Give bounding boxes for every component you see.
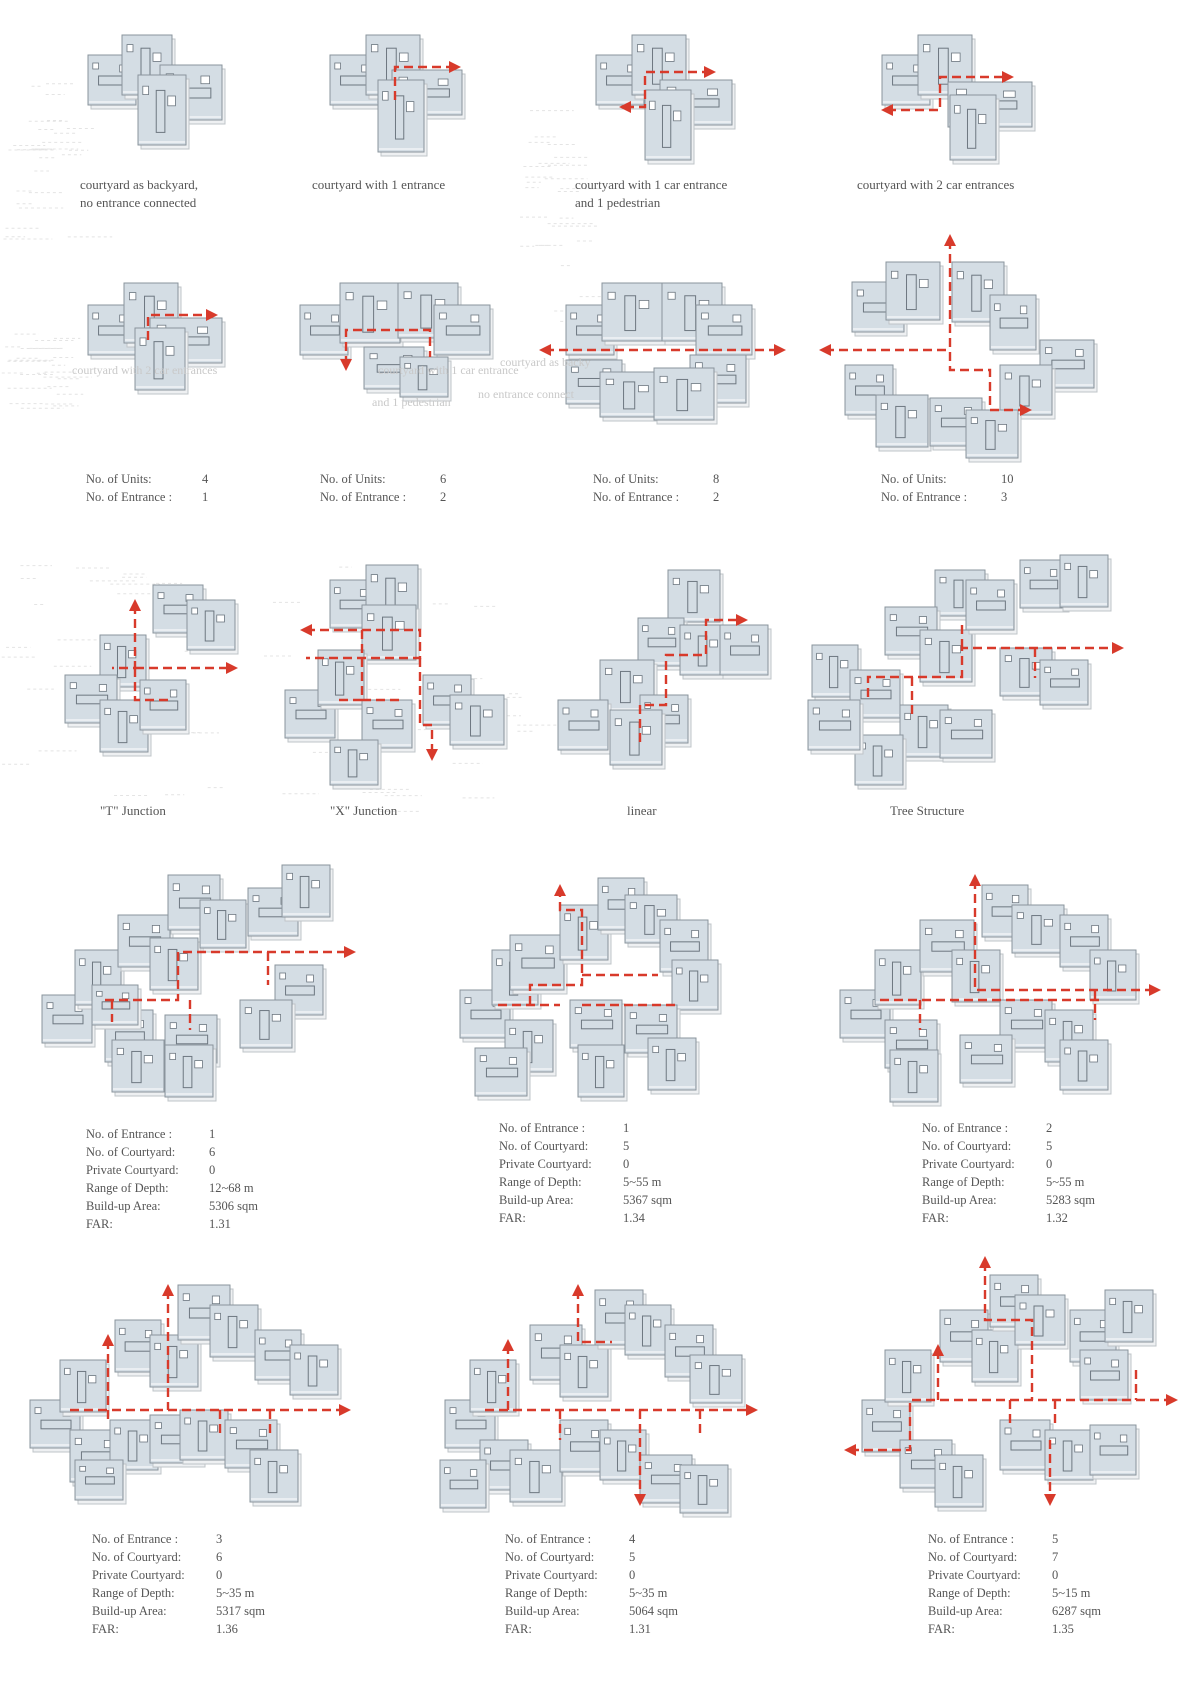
- cluster-stats-4: No. of Entrance : 3 No. of Courtyard: 6 Private Courtyard: 0 Range of Depth: 5~35 m Build-up Area: 5317 sqm FAR: 1.36: [92, 1532, 265, 1636]
- housing-unit: [150, 938, 201, 994]
- housing-unit: [720, 625, 771, 679]
- housing-unit: [240, 1000, 295, 1052]
- housing-unit: [165, 1045, 216, 1101]
- housing-unit: [935, 1455, 986, 1511]
- housing-unit: [1015, 1295, 1068, 1349]
- housing-unit: [434, 305, 493, 359]
- housing-unit: [960, 1035, 1015, 1087]
- housing-unit: [940, 710, 995, 762]
- housing-unit: [1060, 555, 1111, 611]
- ghost-caption-e: no entrance connect: [478, 387, 574, 401]
- housing-unit: [470, 1360, 519, 1416]
- units-stats-4: No. of Units: 10 No. of Entrance : 3: [881, 472, 1014, 504]
- housing-unit: [282, 865, 333, 921]
- housing-unit: [1105, 1290, 1156, 1346]
- housing-unit: [690, 1355, 745, 1407]
- housing-unit: [808, 700, 863, 754]
- caption-two-car-entrances: courtyard with 2 car entrances: [857, 177, 1015, 192]
- cluster-stats-1: No. of Entrance : 1 No. of Courtyard: 6 Private Courtyard: 0 Range of Depth: 12~68 m Build-up Area: 5306 sqm FAR: 1.31: [86, 1127, 258, 1231]
- housing-unit: [1090, 1425, 1139, 1479]
- ghost-caption-c: courtyard as backy: [500, 355, 591, 369]
- units-stats-1: No. of Units: 4 No. of Entrance : 1: [86, 472, 209, 504]
- housing-unit: [654, 368, 717, 424]
- housing-unit: [886, 262, 943, 324]
- housing-unit: [966, 580, 1017, 634]
- housing-unit: [75, 1460, 126, 1504]
- housing-unit: [560, 1345, 611, 1401]
- cluster-stats-2: No. of Entrance : 1 No. of Courtyard: 5 Private Courtyard: 0 Range of Depth: 5~55 m Build-up Area: 5367 sqm FAR: 1.34: [499, 1121, 672, 1225]
- housing-unit: [135, 328, 188, 394]
- housing-unit: [510, 1450, 565, 1506]
- caption-x-junction: "X" Junction: [330, 803, 398, 818]
- housing-unit: [250, 1450, 301, 1506]
- housing-unit: [990, 295, 1039, 354]
- housing-unit: [1012, 905, 1067, 957]
- cluster-stats-3: No. of Entrance : 2 No. of Courtyard: 5 Private Courtyard: 0 Range of Depth: 5~55 m Build-up Area: 5283 sqm FAR: 1.32: [922, 1121, 1095, 1225]
- ghost-caption-b: courtyard with 1 car entrance: [378, 363, 519, 377]
- housing-unit: [440, 1460, 489, 1512]
- housing-unit: [180, 1410, 231, 1464]
- caption-tree-structure: Tree Structure: [890, 803, 965, 818]
- housing-unit: [602, 283, 665, 345]
- housing-unit: [200, 900, 249, 952]
- housing-unit: [92, 985, 141, 1029]
- housing-unit: [210, 1305, 261, 1361]
- caption-t-junction: "T" Junction: [100, 803, 166, 818]
- housing-unit: [672, 960, 721, 1014]
- housing-unit: [952, 950, 1003, 1006]
- housing-unit: [187, 600, 238, 654]
- cluster-stats-5: No. of Entrance : 4 No. of Courtyard: 5 Private Courtyard: 0 Range of Depth: 5~35 m Build-up Area: 5064 sqm FAR: 1.31: [505, 1532, 678, 1636]
- housing-unit: [138, 75, 189, 149]
- housing-unit: [648, 1038, 699, 1094]
- housing-unit: [140, 680, 189, 734]
- housing-unit: [330, 740, 381, 789]
- housing-unit: [645, 90, 694, 164]
- housing-unit: [885, 1350, 934, 1406]
- housing-unit: [362, 605, 419, 664]
- housing-unit: [680, 1465, 731, 1517]
- housing-unit: [1040, 660, 1091, 709]
- caption-car-and-pedestrian: courtyard with 1 car entrance and 1 pedestrian: [575, 177, 728, 210]
- housing-unit: [1060, 1040, 1111, 1094]
- housing-unit: [450, 695, 507, 749]
- ghost-caption-d: and 1 pedestrian: [372, 395, 451, 409]
- housing-unit: [610, 710, 665, 769]
- housing-unit: [966, 410, 1021, 462]
- housing-unit: [475, 1048, 530, 1100]
- caption-one-entrance: courtyard with 1 entrance: [312, 177, 446, 192]
- ghost-caption-a: courtyard with 2 car entrances: [72, 363, 218, 377]
- caption-backyard: courtyard as backyard, no entrance connected: [80, 177, 199, 210]
- housing-unit: [1045, 1430, 1096, 1484]
- housing-unit: [290, 1345, 341, 1399]
- caption-linear: linear: [627, 803, 657, 818]
- housing-unit: [876, 395, 931, 451]
- housing-unit: [890, 1050, 941, 1106]
- housing-unit: [1080, 1350, 1131, 1404]
- units-stats-2: No. of Units: 6 No. of Entrance : 2: [320, 472, 447, 504]
- units-stats-3: No. of Units: 8 No. of Entrance : 2: [593, 472, 720, 504]
- housing-unit: [112, 1040, 167, 1096]
- housing-units: [30, 35, 1156, 1517]
- housing-unit: [340, 283, 403, 347]
- housing-unit: [558, 700, 611, 754]
- housing-unit: [950, 95, 999, 164]
- housing-unit: [570, 1000, 625, 1052]
- housing-unit: [578, 1045, 627, 1101]
- housing-unit: [60, 1360, 109, 1416]
- housing-unit: [1090, 950, 1139, 1004]
- cluster-stats-6: No. of Entrance : 5 No. of Courtyard: 7 Private Courtyard: 0 Range of Depth: 5~15 m Build-up Area: 6287 sqm FAR: 1.35: [928, 1532, 1101, 1636]
- housing-unit: [378, 80, 427, 156]
- housing-unit: [972, 1330, 1021, 1386]
